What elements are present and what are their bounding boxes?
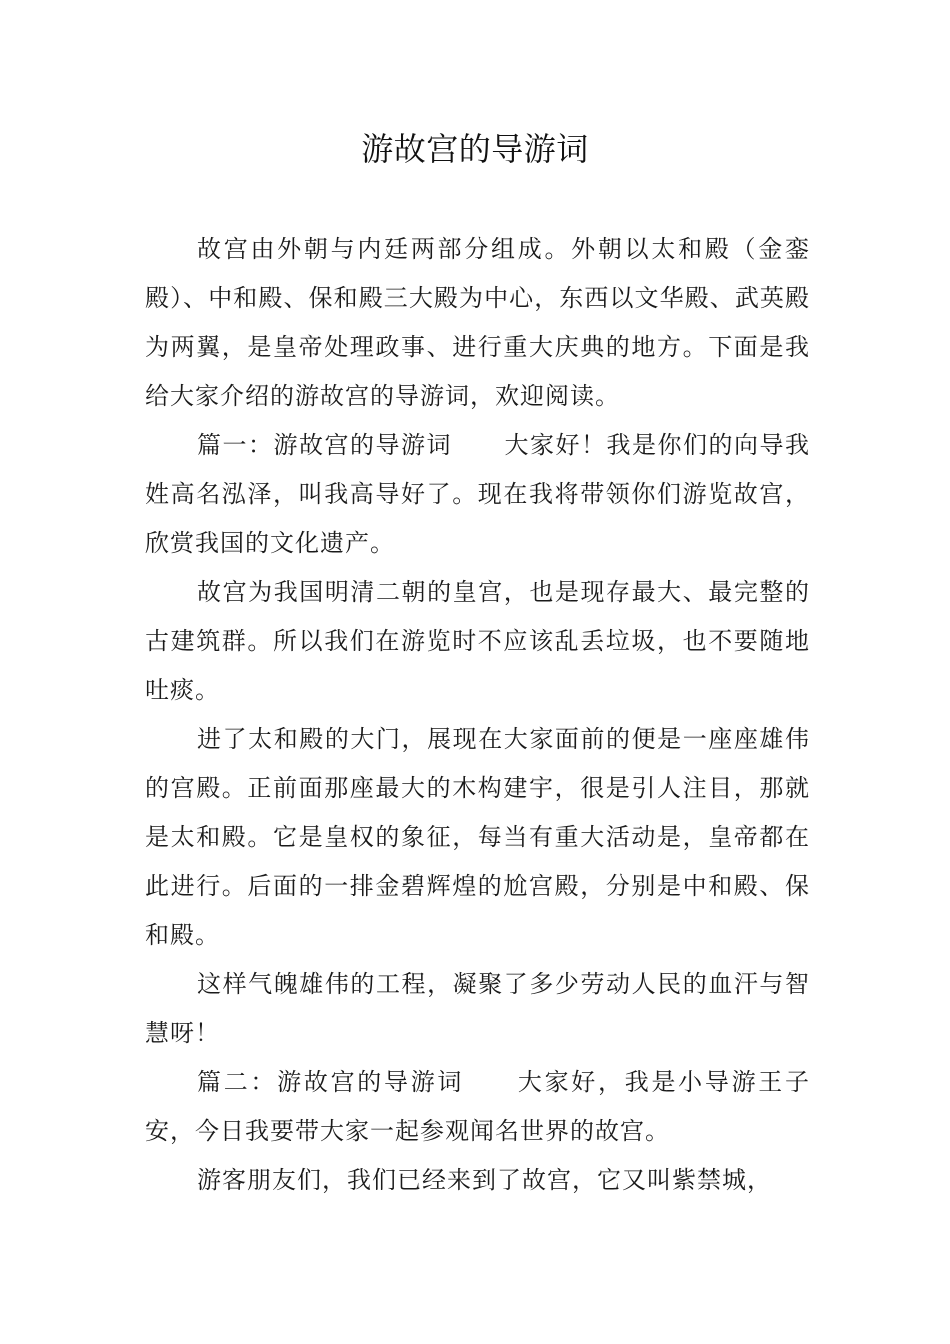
paragraph — [145, 960, 810, 1058]
paragraph-text: 这样气魄雄伟的工程，凝聚了多少劳动人民的血汗与智慧呀！ — [145, 970, 810, 1047]
paragraph-text: 大家好，我是小导游王子安，今日我要带大家一起参观闻名世界的故宫。 — [145, 1068, 811, 1145]
section-heading: 篇一：游故宫的导游词 — [197, 431, 452, 459]
paragraph-text: 游客朋友们，我们已经来到了故宫，它又叫紫禁城， — [197, 1166, 772, 1194]
section-heading: 篇二：游故宫的导游词 — [197, 1068, 465, 1096]
paragraph-section-two-start — [145, 1058, 810, 1156]
paragraph-text: 故宫由外朝与内廷两部分组成。外朝以太和殿（金銮殿）、中和殿、保和殿三大殿为中心，东西以文华殿、武英殿为两翼，是皇帝处理政事、进行重大庆典的地方。下面是我给大家介绍的游故宫的导游词，欢迎阅读。 — [145, 235, 810, 410]
paragraph-text: 故宫为我国明清二朝的皇宫，也是现存最大、最完整的古建筑群。所以我们在游览时不应该乱丢垃圾，也不要随地吐痰。 — [145, 578, 810, 704]
document-body — [145, 225, 810, 1205]
paragraph-text: 大家好！我是你们的向导我姓高名泓泽，叫我高导好了。现在我将带领你们游览故宫，欣赏我国的文化遗产。 — [145, 431, 810, 557]
paragraph — [145, 568, 810, 715]
paragraph-text: 进了太和殿的大门，展现在大家面前的便是一座座雄伟的宫殿。正前面那座最大的木构建宇，很是引人注目，那就是太和殿。它是皇权的象征，每当有重大活动是，皇帝都在此进行。后面的一排金碧辉煌的尬宫殿，分别是中和殿、保和殿。 — [145, 725, 810, 949]
paragraph — [145, 715, 810, 960]
paragraph-section-one-start — [145, 421, 810, 568]
paragraph — [145, 1156, 810, 1205]
paragraph-intro — [145, 225, 810, 421]
document-title: 游故宫的导游词 — [361, 130, 589, 168]
